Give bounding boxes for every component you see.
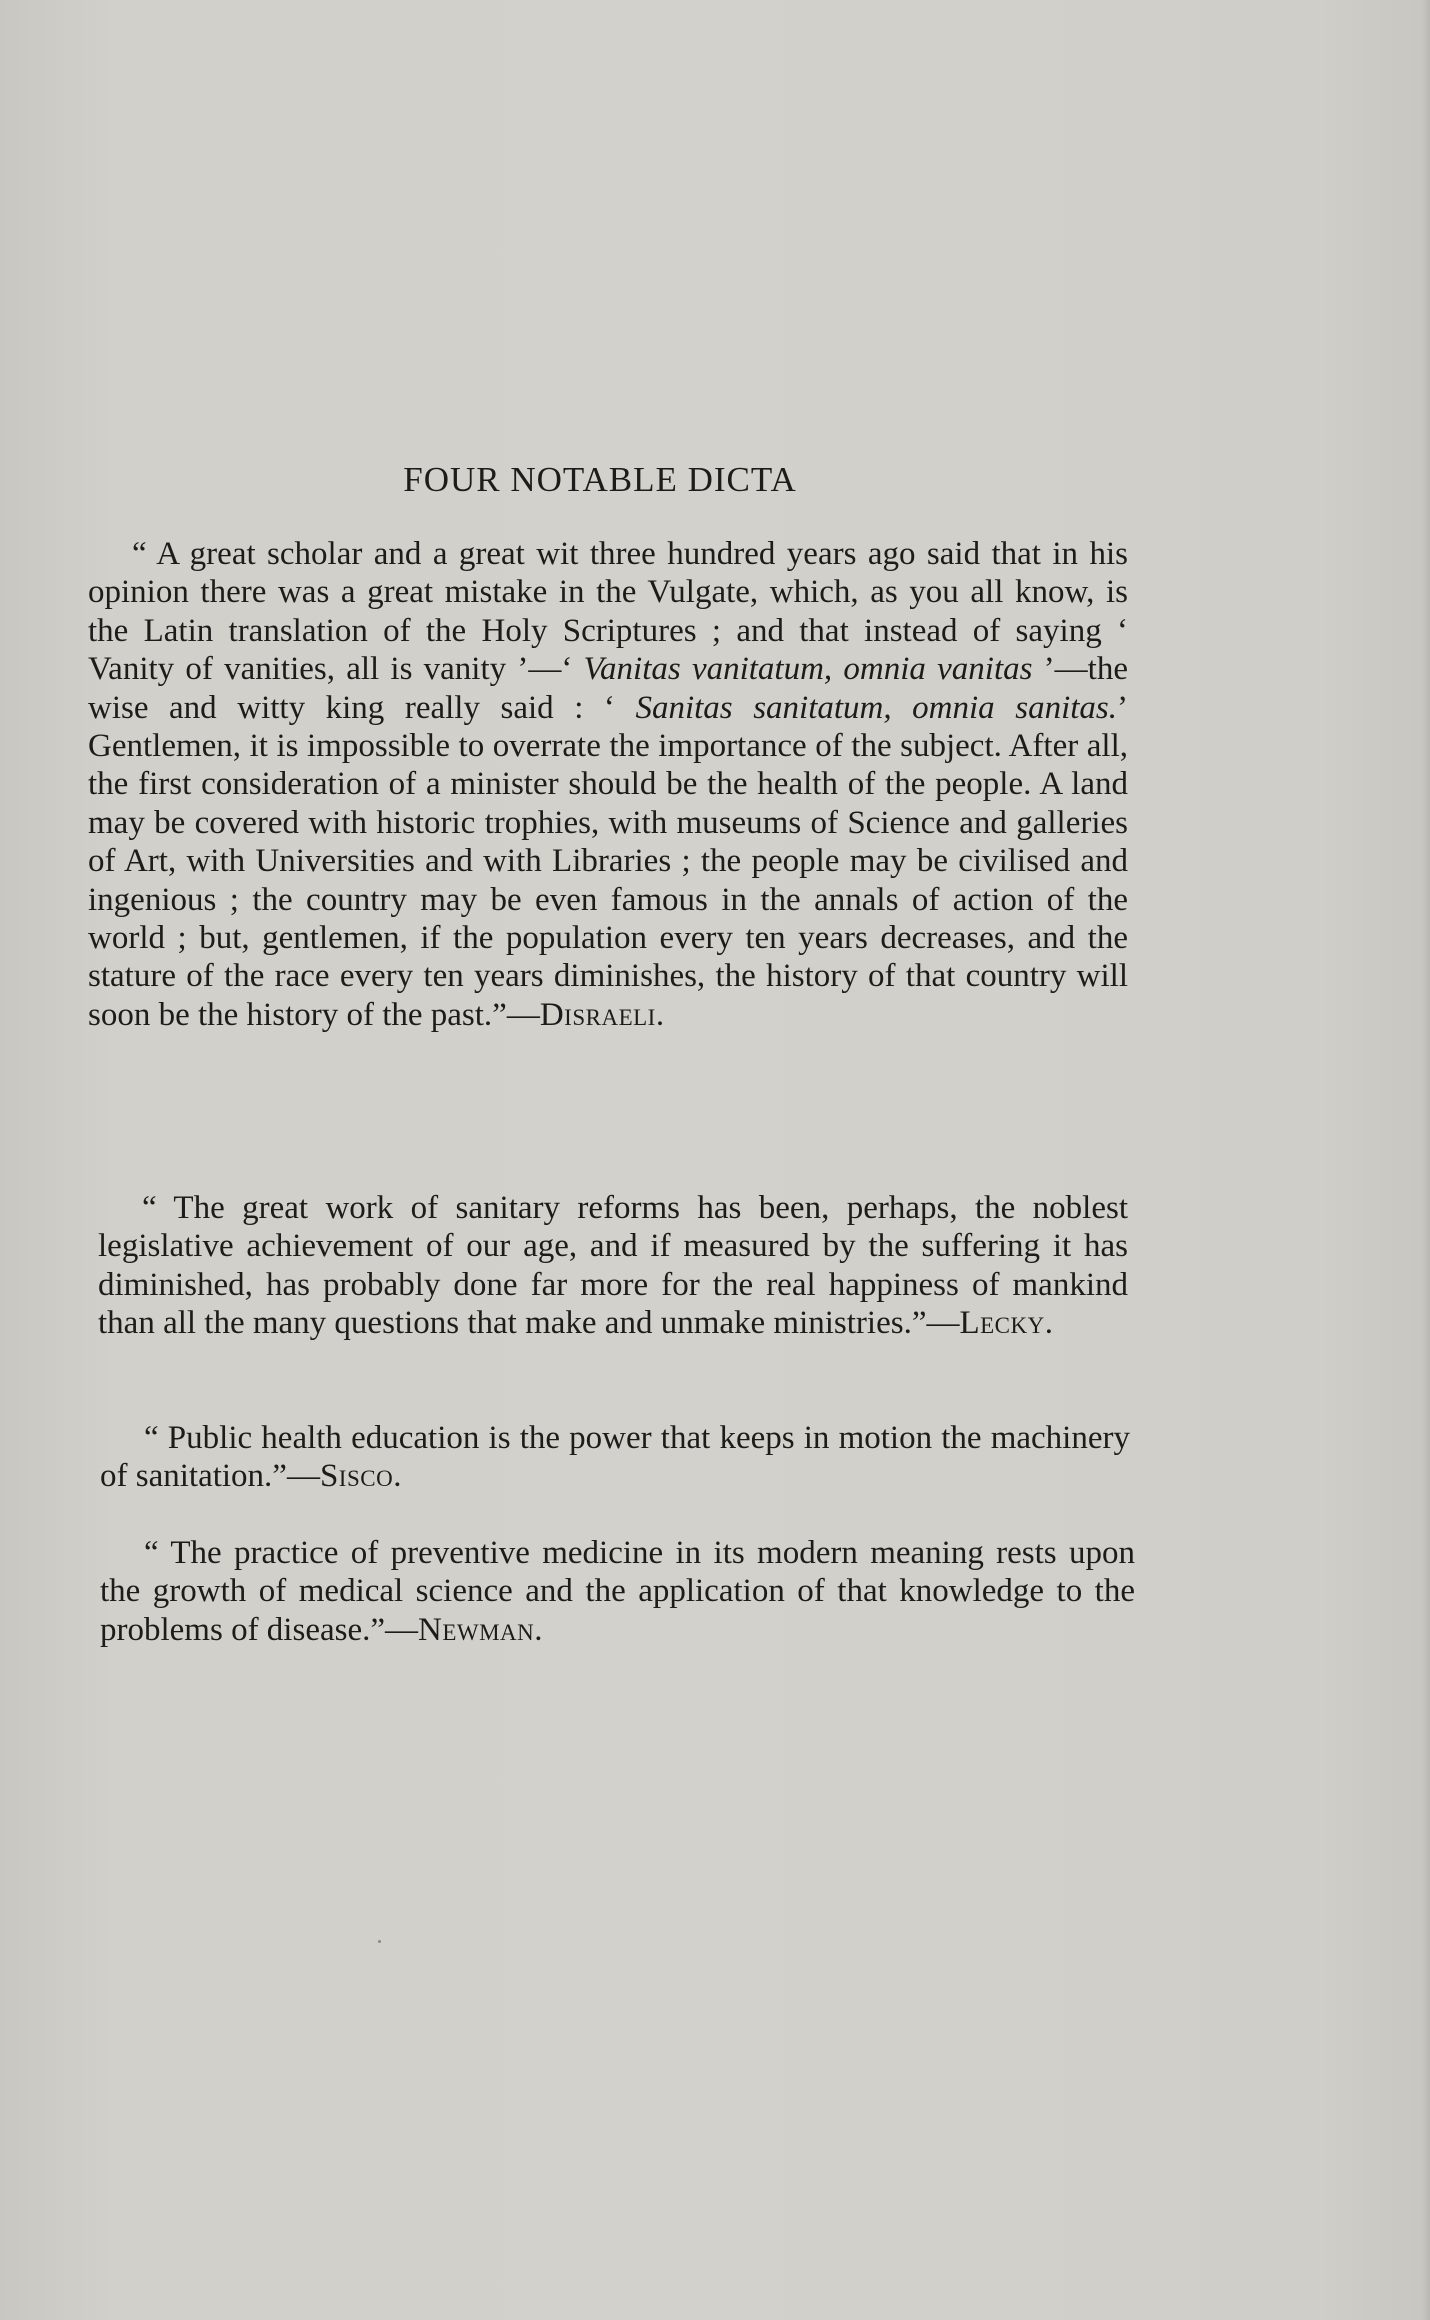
page-title: FOUR NOTABLE DICTA <box>403 460 797 499</box>
page-edge-shadow <box>1422 0 1430 2320</box>
quote-author: Lecky. <box>959 1305 1054 1342</box>
quote-newman <box>100 1534 1135 1649</box>
quote-disraeli <box>88 535 1128 1034</box>
quote-text: “ A great scholar and a great wit three hundred years ago said that in his opinion there was a great mistake in the Vulgate, which, as you all know, is the Latin translation of the Holy Scriptures ; and that instead of saying ‘ Vanity of vanities, all is vanity ’—‘ <box>88 536 1128 688</box>
quote-text: “ Public health education is the power that keeps in motion the machinery of sanitation.”— <box>100 1420 1130 1495</box>
latin-phrase: Vanitas vanitatum, omnia vanitas <box>583 651 1033 688</box>
quote-author: Disraeli. <box>539 996 665 1033</box>
quote-sisco <box>100 1419 1130 1496</box>
quote-author: Sisco. <box>319 1458 402 1495</box>
quote-author: Newman. <box>418 1611 544 1648</box>
quote-text: “ The practice of preventive medicine in its modern meaning rests upon the growth of medical science and the application of that knowledge to the problems of disease.”— <box>100 1535 1135 1648</box>
latin-phrase: Sanitas sanitatum, omnia sanitas. <box>635 689 1117 726</box>
quote-text: ’—the wise and witty king really said : ‘ <box>88 651 1128 726</box>
quote-lecky <box>98 1189 1128 1343</box>
quote-text: ’ Gentlemen, it is impossible to overrate the importance of the subject. After all, the first consideration of a minister should be the health of the people. A land may be covered with historic trophies, with museums of Science and galleries of Art, with Universities and with Libraries ; the people may be civilised and ingenious ; the country may be even famous in the annals of action of the world ; but, gentlemen, if the population every ten years decreases, and the stature of the race every ten years diminishes, the history of that country will soon be the history of the past.”— <box>88 689 1128 1033</box>
quote-text: “ The great work of sanitary reforms has been, perhaps, the noblest legislative achievement of our age, and if measured by the suffering it has diminished, has probably done far more for the real happiness of mankind than all the many questions that make and unmake ministries.”— <box>98 1190 1128 1342</box>
paper-speck <box>378 1940 381 1943</box>
